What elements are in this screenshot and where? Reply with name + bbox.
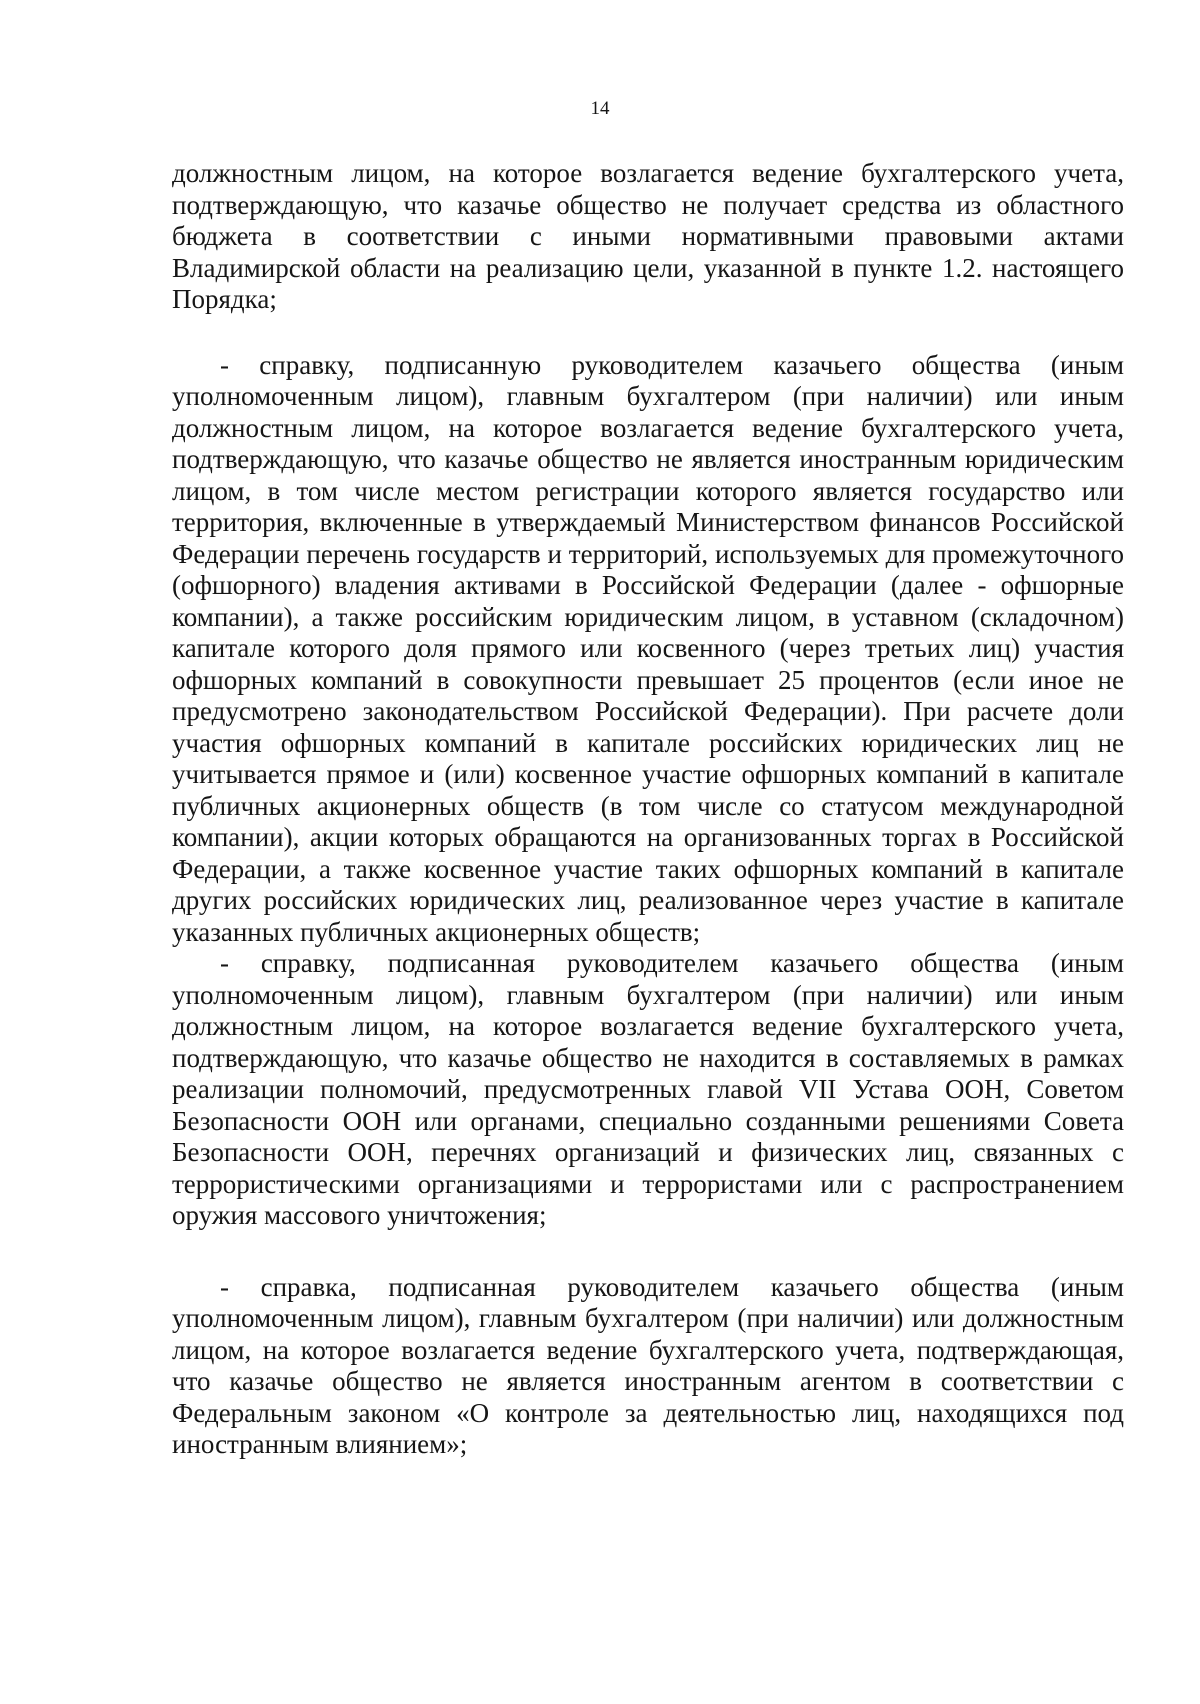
paragraph-offshore-certificate: - справку, подписанную руководителем казачьего общества (иным уполномоченным лицом), главным бухгалтером (при наличии) или иным должностным лицом, на которое возлагается ведение бухгалтерского учета, подтверждающую, что казачье общество не является иностранным юридическим лицом, в том числе местом регистрации которого является государство или территория, включенные в утверждаемый Министерством финансов Российской Федерации перечень государств и территорий, используемых для промежуточного (офшорного) владения активами в Российской Федерации (далее - офшорные компании), а также российским юридическим лицом, в уставном (складочном) капитале которого доля прямого или косвенного (через третьих лиц) участия офшорных компаний в совокупности превышает 25 процентов (если иное не предусмотрено законодательством Российской Федерации). При расчете доли участия офшорных компаний в капитале российских юридических лиц не учитывается прямое и (или) косвенное участие офшорных компаний в капитале публичных акционерных обществ (в том числе со статусом международной компании), акции которых обращаются на организованных торгах в Российской Федерации, а также косвенное участие таких офшорных компаний в капитале других российских юридических лиц, реализованное через участие в капитале указанных публичных акционерных обществ; <box>172 349 1124 947</box>
document-body <box>172 158 1124 1461</box>
paragraph-foreign-agent-certificate: - справка, подписанная руководителем казачьего общества (иным уполномоченным лицом), главным бухгалтером (при наличии) или должностным лицом, на которое возлагается ведение бухгалтерского учета, подтверждающая, что казачье общество не является иностранным агентом в соответствии с Федеральным законом «О контроле за деятельностью лиц, находящихся под иностранным влиянием»; <box>172 1271 1124 1459</box>
page-number: 14 <box>590 98 610 119</box>
paragraph-un-sanctions-certificate: - справку, подписанная руководителем казачьего общества (иным уполномоченным лицом), главным бухгалтером (при наличии) или иным должностным лицом, на которое возлагается ведение бухгалтерского учета, подтверждающую, что казачье общество не находится в составляемых в рамках реализации полномочий, предусмотренных главой VII Устава ООН, Советом Безопасности ООН или органами, специально созданными решениями Совета Безопасности ООН, перечнях организаций и физических лиц, связанных с террористическими организациями и террористами или с распространением оружия массового уничтожения; <box>172 948 1124 1230</box>
paragraph-continuation: должностным лицом, на которое возлагается ведение бухгалтерского учета, подтверждающую, что казачье общество не получает средства из областного бюджета в соответствии с иными нормативными правовыми актами Владимирской области на реализацию цели, указанной в пункте 1.2. настоящего Порядка; <box>172 158 1124 314</box>
